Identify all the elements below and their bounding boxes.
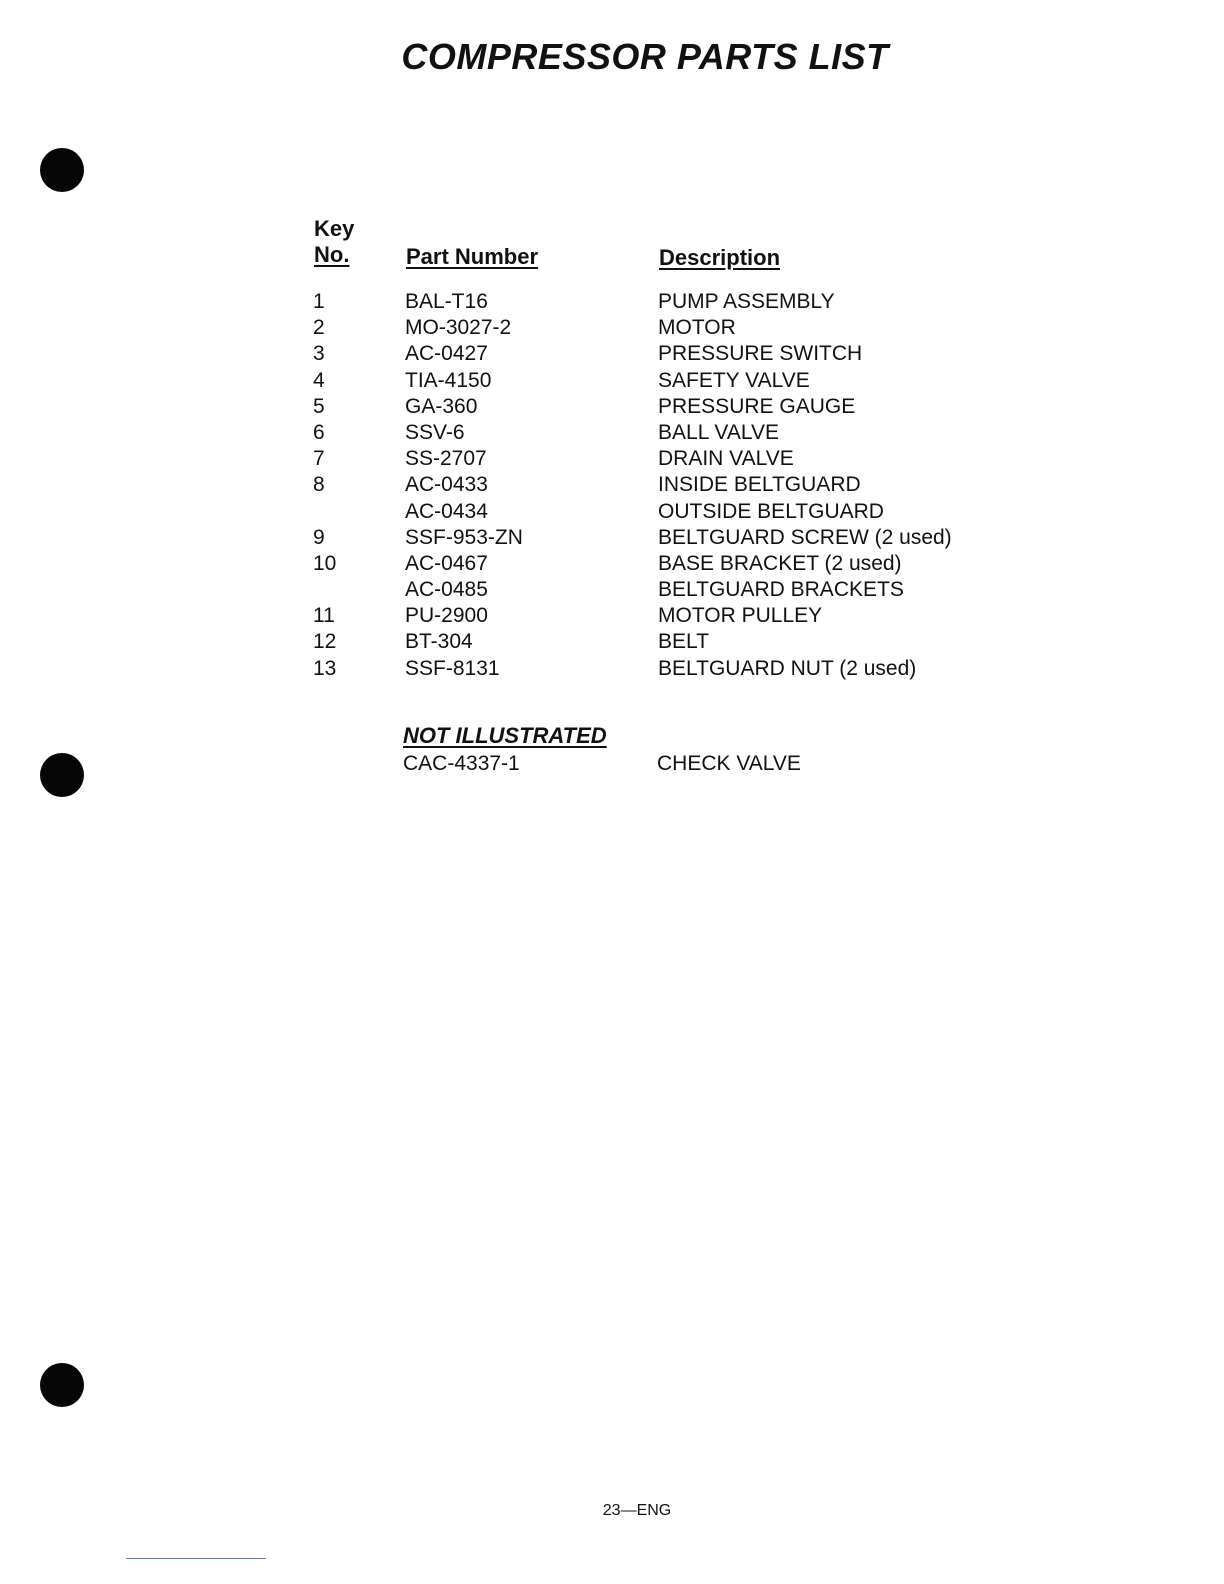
table-row <box>0 420 1224 446</box>
key-number: 1 <box>313 290 325 313</box>
key-number: 9 <box>313 525 325 549</box>
part-number: AC-0427 <box>405 342 488 366</box>
part-description: BALL VALVE <box>658 420 780 444</box>
table-row <box>0 289 1224 315</box>
part-description: BELTGUARD NUT (2 used) <box>658 656 917 680</box>
binder-hole-middle <box>40 753 84 797</box>
part-description: PRESSURE GAUGE <box>658 394 856 418</box>
part-number: AC-0434 <box>405 499 488 523</box>
part-number: AC-0433 <box>405 473 488 497</box>
part-description: BELTGUARD SCREW (2 used) <box>658 525 952 549</box>
key-number: 7 <box>313 447 325 471</box>
part-description: OUTSIDE BELTGUARD <box>658 499 884 523</box>
key-number: 11 <box>313 604 335 628</box>
not-illustrated-heading: NOT ILLUSTRATED <box>403 723 607 748</box>
table-row <box>0 525 1224 551</box>
part-description: INSIDE BELTGUARD <box>658 473 861 497</box>
header-key-line2: No. <box>314 242 350 267</box>
table-row <box>0 603 1224 629</box>
table-row <box>0 341 1224 367</box>
binder-hole-top <box>40 148 84 192</box>
part-description: PUMP ASSEMBLY <box>658 290 835 313</box>
key-number: 4 <box>313 368 325 392</box>
binder-hole-bottom <box>40 1363 84 1407</box>
part-description: MOTOR PULLEY <box>658 604 823 628</box>
table-row <box>0 394 1224 420</box>
part-description: SAFETY VALVE <box>658 368 810 392</box>
part-description: DRAIN VALVE <box>658 447 794 471</box>
part-number: BT-304 <box>405 630 473 654</box>
part-number: SSF-8131 <box>405 656 500 680</box>
not-illustrated-part-number: CAC-4337-1 <box>403 752 520 775</box>
header-key-no <box>314 216 354 268</box>
table-row <box>0 472 1224 498</box>
part-description: BELTGUARD BRACKETS <box>658 578 904 602</box>
table-row <box>0 499 1224 525</box>
header-part-number: Part Number <box>406 244 539 269</box>
key-number: 10 <box>313 551 337 575</box>
table-row <box>0 315 1224 341</box>
part-number: GA-360 <box>405 394 478 418</box>
page-number: 23—ENG <box>602 1502 672 1519</box>
key-number: 5 <box>313 394 325 418</box>
part-description: PRESSURE SWITCH <box>658 342 863 366</box>
key-number: 6 <box>313 420 325 444</box>
key-number: 3 <box>313 342 325 366</box>
not-illustrated-description: CHECK VALVE <box>657 752 801 775</box>
table-row <box>0 368 1224 394</box>
parts-table <box>0 289 1224 682</box>
part-number: AC-0485 <box>405 578 488 602</box>
key-number: 12 <box>313 630 337 654</box>
table-row <box>0 577 1224 603</box>
part-number: SSF-953-ZN <box>405 525 523 549</box>
part-number: PU-2900 <box>405 604 488 628</box>
table-row <box>0 551 1224 577</box>
key-number: 13 <box>313 656 337 680</box>
part-number: AC-0467 <box>405 551 488 575</box>
table-row <box>0 446 1224 472</box>
part-number: SS-2707 <box>405 447 487 471</box>
header-key-line1: Key <box>314 216 355 241</box>
part-number: TIA-4150 <box>405 368 492 392</box>
bottom-rule <box>126 1558 266 1559</box>
part-description: MOTOR <box>658 316 736 340</box>
table-row <box>0 656 1224 682</box>
table-row <box>0 629 1224 655</box>
part-number: BAL-T16 <box>405 290 488 313</box>
key-number: 8 <box>313 473 325 497</box>
part-description: BASE BRACKET (2 used) <box>658 551 902 575</box>
part-description: BELT <box>658 630 709 654</box>
key-number: 2 <box>313 316 325 340</box>
page-title: COMPRESSOR PARTS LIST <box>401 36 889 77</box>
part-number: SSV-6 <box>405 420 465 444</box>
header-description: Description <box>659 245 781 270</box>
part-number: MO-3027-2 <box>405 316 512 340</box>
